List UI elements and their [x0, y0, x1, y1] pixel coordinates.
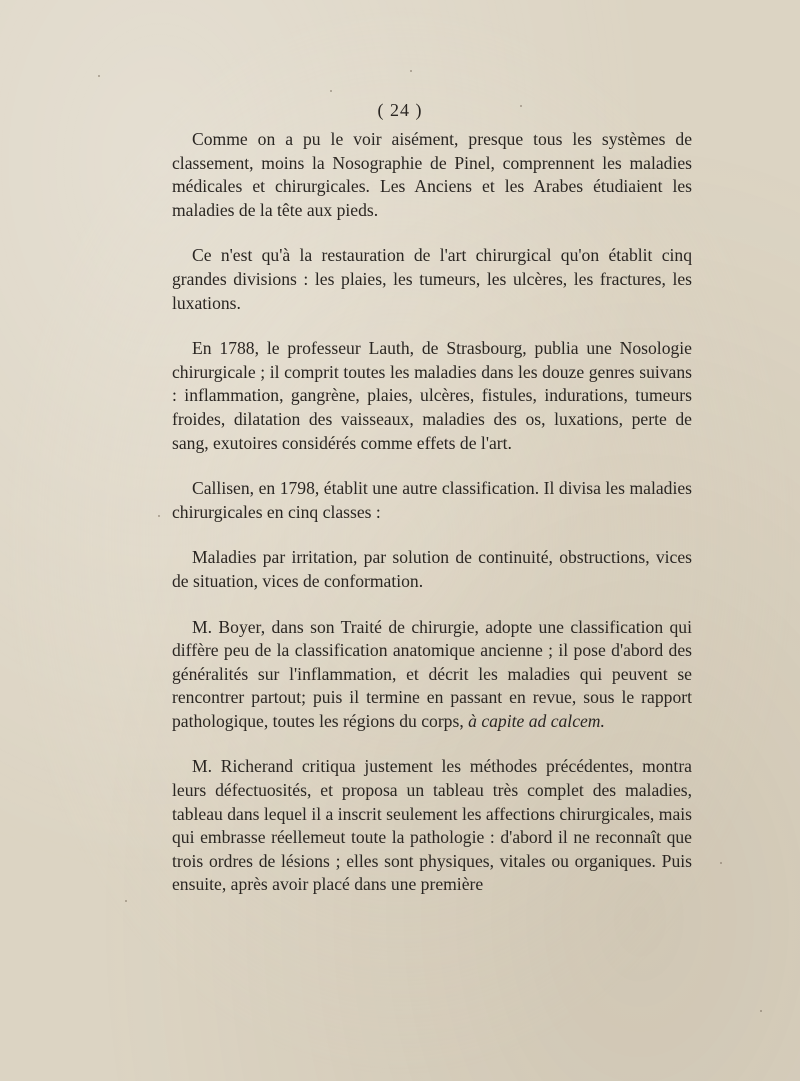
paragraph-classification-systems: Comme on a pu le voir aisément, presque tous les systèmes de classement, moins la Nosographie de Pinel, comprennent les maladies médicales et chirurgicales. Les Anciens et les Arabes étudiaient les maladies de la tête aux pieds. [172, 129, 692, 220]
page-number: ( 24 ) [377, 100, 423, 120]
paragraph-callisen: Callisen, en 1798, établit une autre classification. Il divisa les maladies chirurgicales en cinq classes : [172, 478, 692, 522]
body-text [172, 128, 692, 919]
paragraph-richerand: M. Richerand critiqua justement les méthodes précédentes, montra leurs défectuosités, et proposa un tableau très complet des maladies, tableau dans lequel il a inscrit seulement les affections chirurgicales, mais qui embrasse réellemeut toute la pathologie : d'abord il ne reconnaît que trois ordres de lésions ; elles sont physiques, vitales ou organiques. Puis ensuite, après avoir placé dans une première [172, 756, 692, 895]
paragraph-five-divisions: Ce n'est qu'à la restauration de l'art chirurgical qu'on établit cinq grandes divisions : les plaies, les tumeurs, les ulcères, les fractures, les luxations. [172, 245, 692, 313]
paragraph-boyer-text: M. Boyer, dans son Traité de chirurgie, adopte une classification qui diffère peu de la classification anatomique ancienne ; il pose d'abord des généralités sur l'inflammation, et décrit les maladies qui peuvent se rencontrer partout; puis il termine en passant en revue, sous le rapport pathologique, toutes les régions du corps, [172, 616, 692, 731]
paragraph-five-classes: Maladies par irritation, par solution de continuité, obstructions, vices de situation, vices de conformation. [172, 547, 692, 591]
paragraph-lauth-nosologie: En 1788, le professeur Lauth, de Strasbourg, publia une Nosologie chirurgicale ; il comprit toutes les maladies dans les douze genres suivans : inflammation, gangrène, plaies, ulcères, fistules, indurations, tumeurs froides, dilatation des vaisseaux, maladies des os, luxations, perte de sang, exutoires considérés comme effets de l'art. [172, 338, 692, 453]
paragraph-boyer [172, 616, 692, 734]
latin-phrase: à capite ad calcem. [468, 710, 605, 731]
